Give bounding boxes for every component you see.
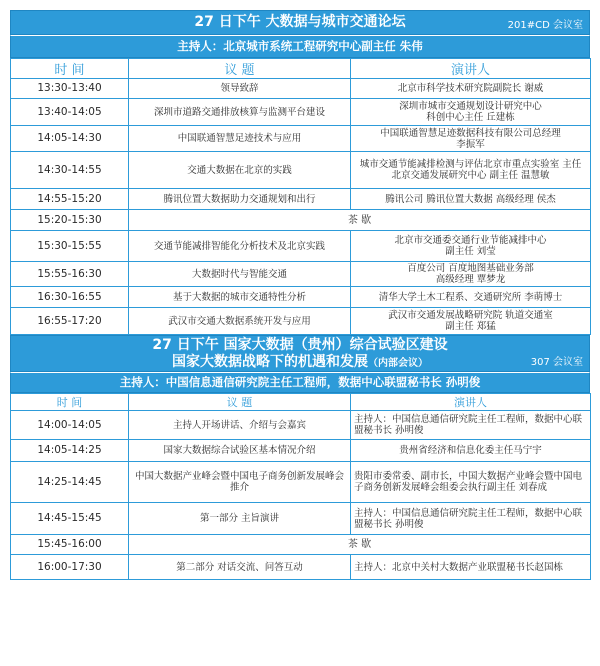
session2-header-row [11,394,591,411]
session2-title: 27 日下午 国家大数据（贵州）综合试验区建设 [152,337,448,353]
row-speaker: 主持人：中国信息通信研究院主任工程师，数据中心联盟秘书长 孙明俊 [351,503,591,535]
row-time: 14:00-14:05 [11,411,129,440]
row-topic: 第一部分 主旨演讲 [129,503,351,535]
header-time: 时 间 [11,59,129,79]
row-topic: 基于大数据的城市交通特性分析 [129,287,351,308]
table-row [11,79,591,99]
table-row [11,152,591,189]
table-row [11,503,591,535]
row-speaker: 主持人：北京中关村大数据产业联盟秘书长赵国栋 [351,555,591,580]
table-row [11,411,591,440]
row-topic: 武汉市交通大数据系统开发与应用 [129,308,351,335]
header-speaker: 演讲人 [351,59,591,79]
row-time: 16:00-17:30 [11,555,129,580]
row-topic: 领导致辞 [129,79,351,99]
header-speaker: 演讲人 [351,394,591,411]
break-row [11,210,591,231]
session2-room: 307 会议室 [530,357,583,368]
break-row [11,535,591,555]
header-topic: 议 题 [129,394,351,411]
row-time: 14:55-15:20 [11,189,129,210]
agenda [10,10,590,580]
row-topic: 交通大数据在北京的实践 [129,152,351,189]
header-topic: 议 题 [129,59,351,79]
session1-table [10,58,591,335]
row-speaker: 北京市交通委交通行业节能减排中心 副主任 刘莹 [351,231,591,262]
session2-table [10,393,591,580]
table-row [11,262,591,287]
session2-host: 主持人：中国信息通信研究院主任工程师，数据中心联盟秘书长 孙明俊 [10,372,590,393]
row-topic: 大数据时代与智能交通 [129,262,351,287]
row-time: 15:20-15:30 [11,210,129,231]
row-topic: 第二部分 对话交流、问答互动 [129,555,351,580]
row-time: 16:30-16:55 [11,287,129,308]
row-speaker: 北京市科学技术研究院副院长 谢威 [351,79,591,99]
row-time: 16:55-17:20 [11,308,129,335]
session2-title-bar [10,335,590,372]
row-speaker: 清华大学土木工程系、交通研究所 李萌博士 [351,287,591,308]
row-topic: 国家大数据综合试验区基本情况介绍 [129,440,351,462]
row-topic: 腾讯位置大数据助力交通规划和出行 [129,189,351,210]
row-speaker: 贵州省经济和信息化委主任马宁宇 [351,440,591,462]
session1-title: 27 日下午 大数据与城市交通论坛 [194,14,406,30]
row-time: 14:45-15:45 [11,503,129,535]
row-time: 14:05-14:30 [11,126,129,152]
row-speaker: 城市交通节能减排检测与评估北京市重点实验室 主任 北京交通发展研究中心 副主任 温慧敏 [351,152,591,189]
table-row [11,308,591,335]
header-time: 时 间 [11,394,129,411]
row-time: 13:40-14:05 [11,99,129,126]
session2-subtitle-line [11,354,589,372]
row-speaker: 百度公司 百度地图基础业务部 高级经理 覃梦龙 [351,262,591,287]
session1-host: 主持人：北京城市系统工程研究中心副主任 朱伟 [10,35,590,58]
row-time: 15:30-15:55 [11,231,129,262]
row-topic: 中国联通智慧足迹技术与应用 [129,126,351,152]
table-row [11,287,591,308]
row-speaker: 深圳市城市交通规划设计研究中心 科创中心主任 丘建栋 [351,99,591,126]
table-row [11,189,591,210]
row-time: 15:45-16:00 [11,535,129,555]
row-speaker: 武汉市交通发展战略研究院 轨道交通室 副主任 郑猛 [351,308,591,335]
row-speaker: 贵阳市委常委、副市长，中国大数据产业峰会暨中国电子商务创新发展峰会组委会执行副主任 刘春成 [351,462,591,503]
row-speaker: 腾讯公司 腾讯位置大数据 高级经理 侯杰 [351,189,591,210]
tea-break: 茶 歇 [129,535,591,555]
session1-header-row [11,59,591,79]
session1-room: 201#CD 会议室 [507,20,583,31]
table-row [11,99,591,126]
table-row [11,126,591,152]
row-speaker: 主持人：中国信息通信研究院主任工程师，数据中心联盟秘书长 孙明俊 [351,411,591,440]
row-time: 13:30-13:40 [11,79,129,99]
session1-title-bar [10,10,590,35]
table-row [11,231,591,262]
table-row [11,462,591,503]
row-time: 14:25-14:45 [11,462,129,503]
row-speaker: 中国联通智慧足迹数据科技有限公司总经理 李振军 [351,126,591,152]
row-time: 15:55-16:30 [11,262,129,287]
row-topic: 交通节能减排智能化分析技术及北京实践 [129,231,351,262]
row-topic: 中国大数据产业峰会暨中国电子商务创新发展峰会推介 [129,462,351,503]
row-topic: 主持人开场讲话、介绍与会嘉宾 [129,411,351,440]
tea-break: 茶 歇 [129,210,591,231]
row-time: 14:05-14:25 [11,440,129,462]
table-row [11,440,591,462]
session2-subtitle: 国家大数据战略下的机遇和发展 [172,354,368,370]
session2-subtitle-note: （内部会议） [368,358,428,369]
row-topic: 深圳市道路交通排放核算与监测平台建设 [129,99,351,126]
row-time: 14:30-14:55 [11,152,129,189]
table-row [11,555,591,580]
